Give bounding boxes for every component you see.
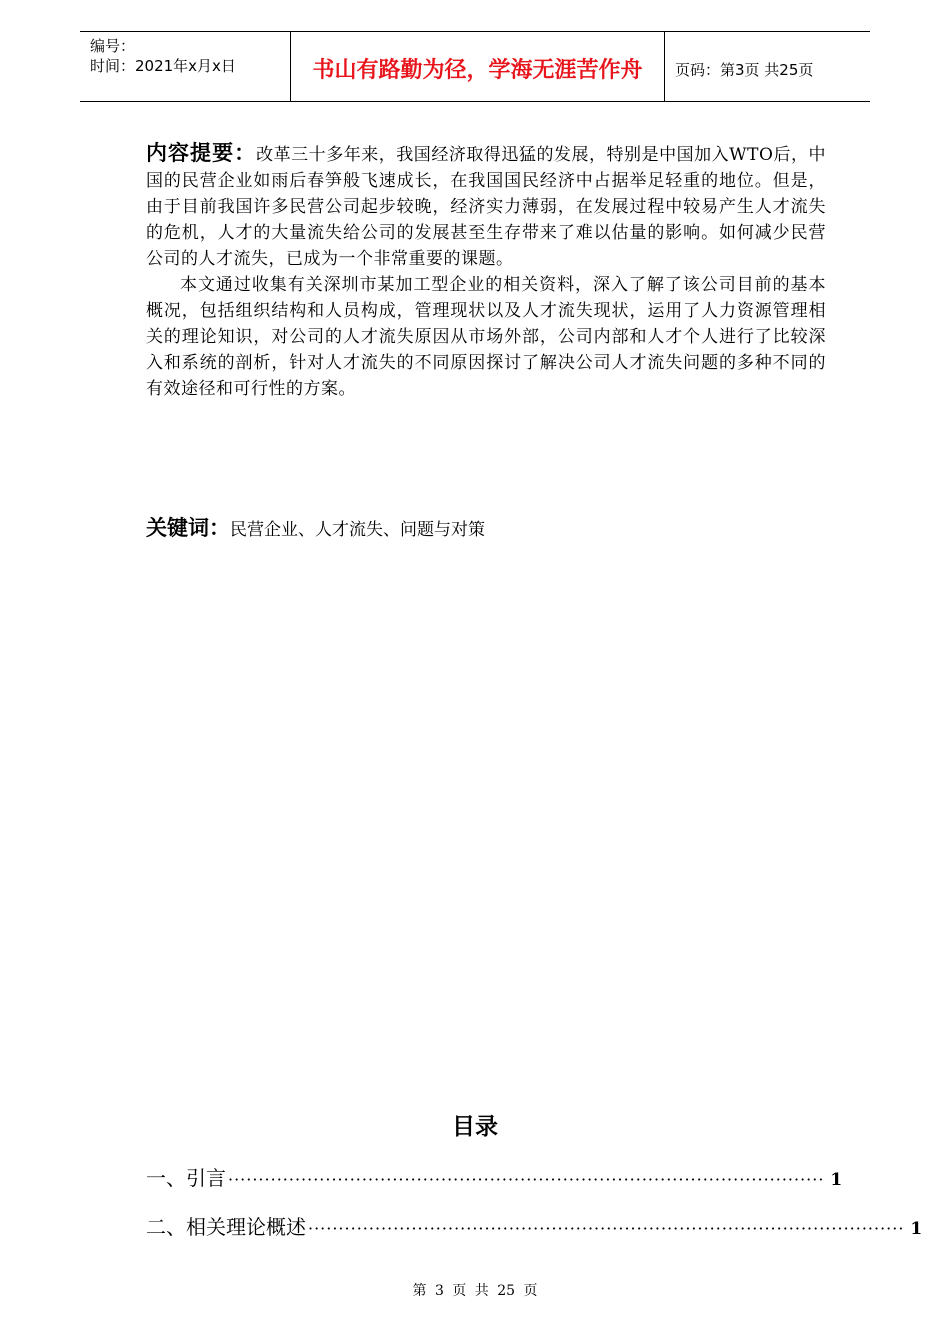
header-page-info xyxy=(665,32,870,101)
keywords-section xyxy=(146,512,485,542)
abstract-text-1: 改革三十多年来，我国经济取得迅猛的发展，特别是中国加入WTO后，中国的民营企业如雨后春笋般飞速成长，在我国国民经济中占据举足轻重的地位。但是，由于目前我国许多民营公司起步较晚，经济实力薄弱，在发展过程中较易产生人才流失的危机，人才的大量流失给公司的发展甚至生存带来了难以估量的影响。如何减少民营公司的人才流失，已成为一个非常重要的课题。 xyxy=(146,145,826,269)
toc-entry-introduction[interactable] xyxy=(146,1162,843,1190)
toc-entry-page: 1 xyxy=(830,1170,843,1190)
toc-entry-page: 1 xyxy=(910,1219,923,1239)
time-label: 时间：2021年x月x日 xyxy=(90,57,236,75)
serial-label: 编号： xyxy=(90,37,136,55)
page-info-text: 页码：第3页 共25页 xyxy=(675,61,814,79)
toc-entry-title: 引言 xyxy=(186,1166,226,1190)
page-header xyxy=(80,31,870,102)
abstract-paragraph-1 xyxy=(146,140,826,272)
keywords-label: 关键词： xyxy=(146,516,230,540)
page-footer: 第 3 页 共 25 页 xyxy=(412,1283,538,1299)
abstract-label: 内容提要： xyxy=(146,141,257,165)
toc-leader-dots: ·································································································· xyxy=(308,1219,905,1238)
toc-entry-number: 二、 xyxy=(146,1215,186,1239)
toc-title: 目录 xyxy=(452,1114,498,1140)
toc-entry-theory-overview[interactable] xyxy=(146,1211,923,1239)
motto-text: 书山有路勤为径，学海无涯苦作舟 xyxy=(312,58,643,83)
keywords-value: 民营企业、人才流失、问题与对策 xyxy=(230,520,485,540)
toc-entry-title: 相关理论概述 xyxy=(186,1215,306,1239)
toc-leader-dots: ·································································································· xyxy=(228,1170,825,1189)
abstract-section xyxy=(146,140,826,402)
abstract-paragraph-2: 本文通过收集有关深圳市某加工型企业的相关资料，深入了解了该公司目前的基本概况，包括组织结构和人员构成，管理现状以及人才流失现状，运用了人力资源管理相关的理论知识，对公司的人才流失原因从市场外部，公司内部和人才个人进行了比较深入和系统的剖析，针对人才流失的不同原因探讨了解决公司人才流失问题的多种不同的有效途径和可行性的方案。 xyxy=(146,275,826,399)
toc-entry-number: 一、 xyxy=(146,1166,186,1190)
header-motto xyxy=(291,32,665,101)
header-meta xyxy=(80,32,291,101)
